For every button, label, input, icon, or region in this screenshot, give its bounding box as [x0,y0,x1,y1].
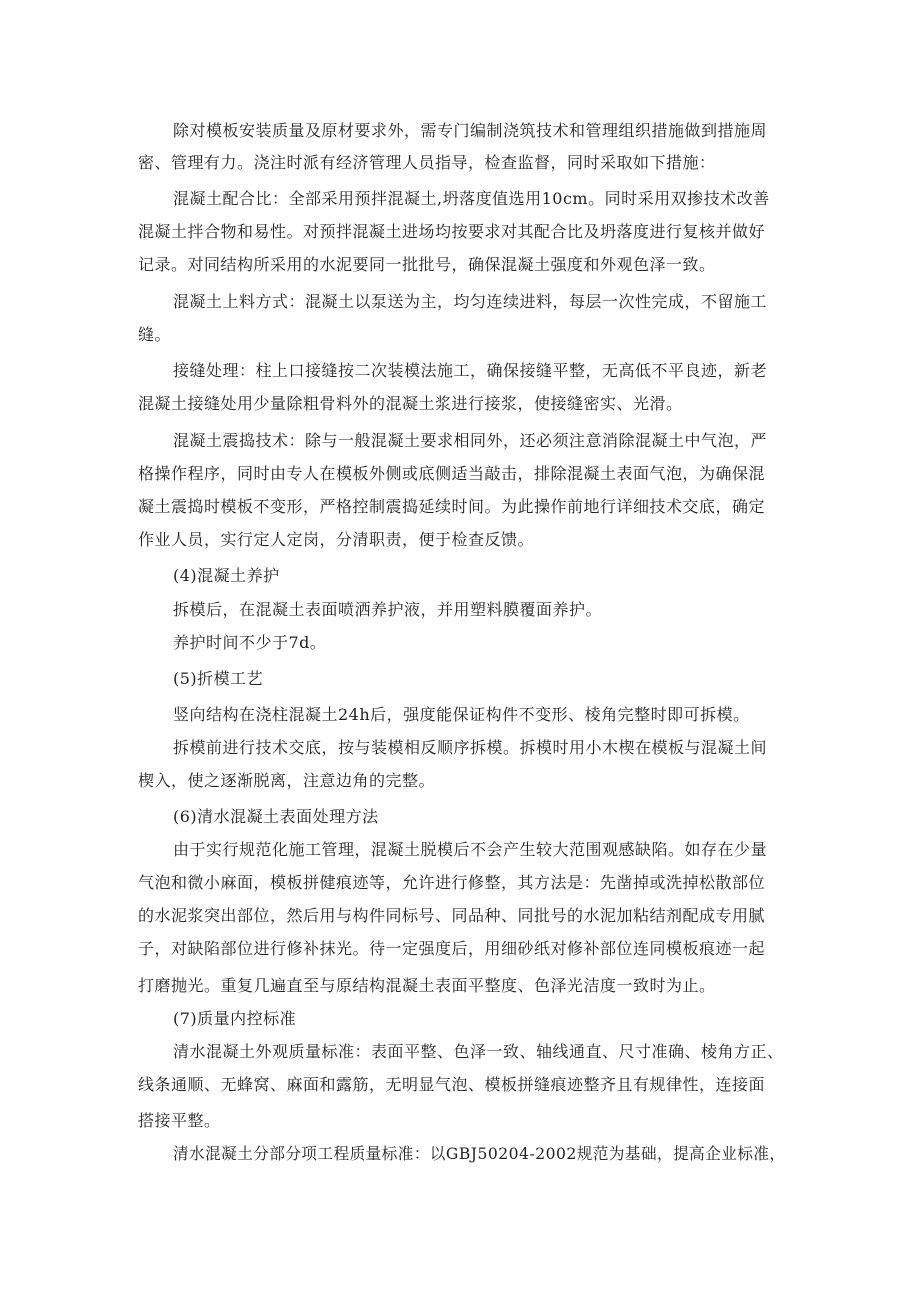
text-line: 气泡和微小麻面，模板拼健痕迹等，允许进行修整，其方法是：先凿掉或洗掉松散部位 [138,873,766,892]
text-line: 混凝土震捣技术：除与一般混凝土要求相同外，还必须注意消除混凝土中气泡，严 [173,431,768,450]
text-line: 除对模板安装质量及原材要求外，需专门编制浇筑技术和管理组织措施做到措施周 [173,121,768,140]
text-line: 打磨抛光。重复几遍直至与原结构混凝土表面平整度、色泽光洁度一致时为止。 [138,976,716,995]
text-line: 拆模后，在混凝土表面喷洒养护液，并用塑料膜覆面养护。 [173,600,603,619]
text-line: 混凝土上料方式：混凝土以泵送为主，均匀连续进料，每层一次性完成，不留施工 [173,292,768,311]
text-line: 作业人员，实行定人定岗，分清职责，便于检查反馈。 [138,530,535,549]
text-line: 混凝土接缝处用少量除粗骨料外的混凝土浆进行接浆，使接缝密实、光滑。 [138,394,683,413]
text-line: 混凝土拌合物和易性。对预拌混凝土进场均按要求对其配合比及坍落度进行复核并做好 [138,222,766,241]
text-line: 记录。对同结构所采用的水泥要同一批批号，确保混凝土强度和外观色泽一致。 [138,255,716,274]
text-line: 拆模前进行技术交底，按与装模相反顺序拆模。拆模时用小木楔在模板与混凝土间 [173,738,768,757]
text-line: 子，对缺陷部位进行修补抹光。待一定强度后，用细砂纸对修补部位连同模板痕迹一起 [138,939,766,958]
text-line: 由于实行规范化施工管理，混凝土脱模后不会产生较大范围观感缺陷。如存在少量 [173,840,768,859]
text-line: (7)质量内控标准 [173,1009,297,1028]
text-line: 竖向结构在浇柱混凝土24h后，强度能保证构件不变形、棱角完整时即可拆模。 [173,705,750,724]
text-line: 清水混凝土外观质量标准：表面平整、色泽一致、轴线通直、尺寸准确、棱角方正、 [173,1042,784,1061]
text-line: 混凝土配合比：全部采用预拌混凝土,坍落度值选用10cm。同时采用双掺技术改善 [173,189,770,208]
text-line: 楔入，使之逐渐脱离，注意边角的完整。 [138,771,436,790]
text-line: (4)混凝土养护 [173,566,280,585]
text-line: (5)折模工艺 [173,669,264,688]
text-line: 的水泥浆突出部位，然后用与构件同标号、同品种、同批号的水泥加粘结剂配成专用腻 [138,906,766,925]
text-line: 缝。 [138,325,172,344]
text-line: (6)清水混凝土表面处理方法 [173,807,379,826]
text-line: 接缝处理：柱上口接缝按二次装模法施工，确保接缝平整，无高低不平良迹，新老 [173,361,768,380]
text-line: 线条通顺、无蜂窝、麻面和露筋，无明显气泡、模板拼缝痕迹整齐且有规律性，连接面 [138,1075,766,1094]
text-line: 密、管理有力。浇注时派有经济管理人员指导，检查监督，同时采取如下措施： [138,153,716,172]
text-line: 格操作程序，同时由专人在模板外侧或底侧适当敲击，排除混凝土表面气泡，为确保混 [138,464,766,483]
text-line: 养护时间不少于7d。 [173,633,327,652]
text-line: 凝土震捣时模板不变形，严格控制震捣延续时间。为此操作前地行详细技术交底，确定 [138,497,766,516]
text-line: 搭接平整。 [138,1111,221,1130]
text-line: 清水混凝土分部分项工程质量标准：以GBJ50204-2002规范为基础，提高企业标准， [173,1144,786,1163]
